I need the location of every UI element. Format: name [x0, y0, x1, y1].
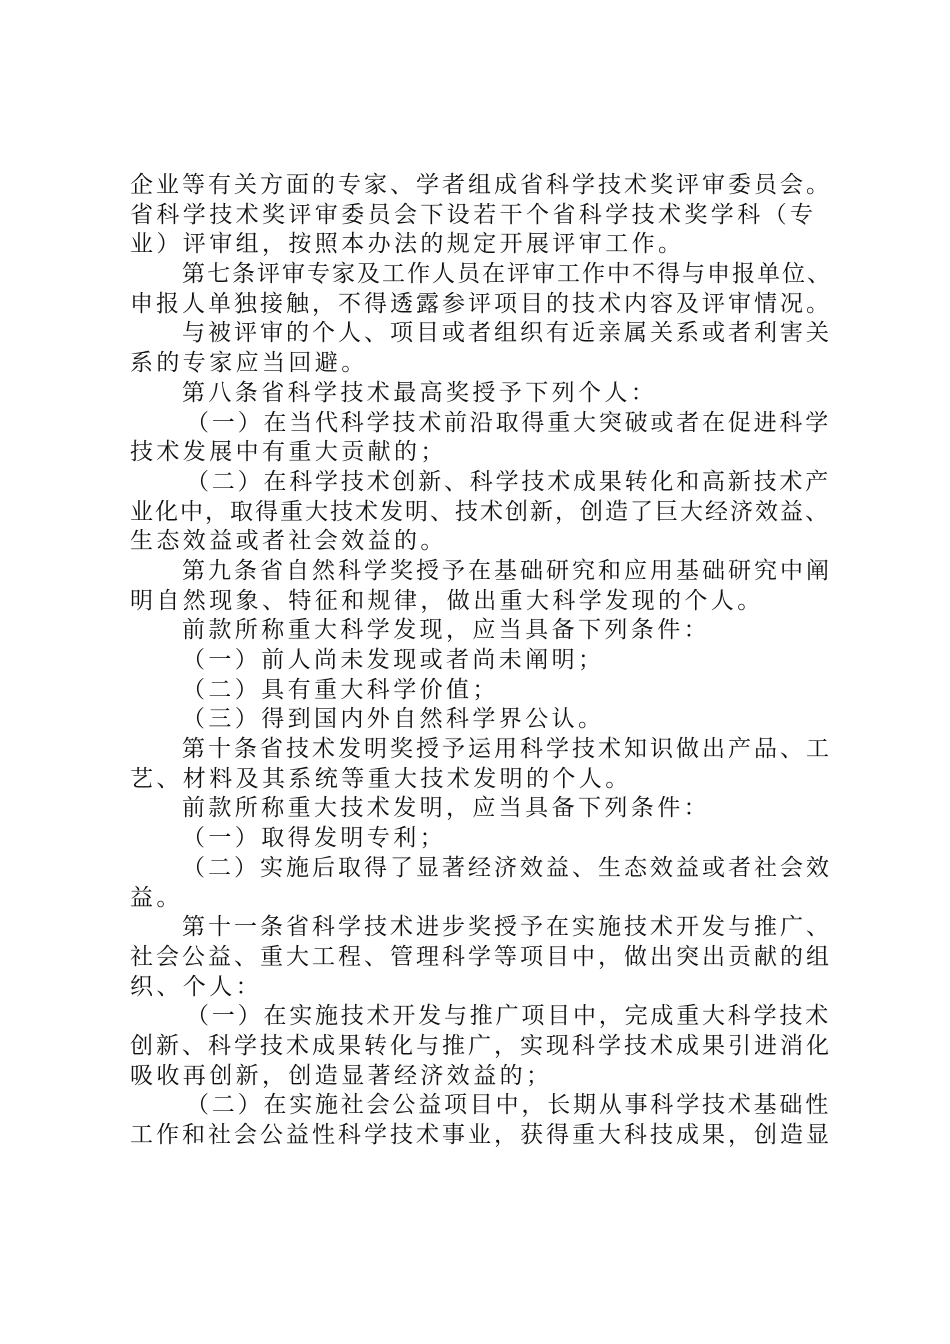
text-line: 业）评审组，按照本办法的规定开展评审工作。 — [130, 231, 685, 258]
text-line: 系的专家应当回避。 — [130, 350, 368, 377]
text-line: 前款所称重大技术发明，应当具备下列条件： — [182, 795, 710, 822]
text-line: 创新、科学技术成果转化与推广，实现科学技术成果引进消化 — [130, 1032, 832, 1059]
text-line: 第九条省自然科学奖授予在基础研究和应用基础研究中阐 — [182, 557, 832, 584]
text-line: 社会公益、重大工程、管理科学等项目中，做出突出贡献的组 — [130, 943, 832, 970]
text-line: （二）在实施社会公益项目中，长期从事科学技术基础性 — [186, 1092, 831, 1119]
text-line: （二）具有重大科学价值； — [182, 676, 499, 703]
text-line: （二）实施后取得了显著经济效益、生态效益或者社会效 — [182, 854, 832, 881]
text-line: 生态效益或者社会效益的。 — [130, 528, 447, 555]
text-line: 艺、材料及其系统等重大技术发明的个人。 — [130, 765, 632, 792]
text-line: 业化中，取得重大技术发明、技术创新，创造了巨大经济效益、 — [130, 498, 830, 525]
text-line: 申报人单独接触，不得透露参评项目的技术内容及评审情况。 — [130, 290, 832, 317]
text-line: 工作和社会公益性科学技术事业，获得重大科技成果，创造显 — [130, 1122, 832, 1148]
text-line: 第十一条省科学技术进步奖授予在实施技术开发与推广、 — [182, 914, 832, 941]
text-line: （一）前人尚未发现或者尚未阐明； — [182, 647, 605, 673]
text-line: 第七条评审专家及工作人员在评审工作中不得与申报单位、 — [182, 261, 832, 288]
text-line: 织、个人： — [130, 973, 262, 1000]
text-line: （二）在科学技术创新、科学技术成果转化和高新技术产 — [186, 468, 831, 495]
text-line: 技术发展中有重大贡献的； — [130, 439, 447, 466]
text-line: 益。 — [130, 884, 183, 911]
text-line: （一）取得发明专利； — [182, 825, 446, 852]
text-line: 与被评审的个人、项目或者组织有近亲属关系或者利害关 — [182, 320, 832, 347]
text-line: 企业等有关方面的专家、学者组成省科学技术奖评审委员会。 — [130, 172, 832, 198]
text-line: 第十条省技术发明奖授予运用科学技术知识做出产品、工 — [182, 736, 832, 763]
text-line: （三）得到国内外自然科学界公认。 — [182, 706, 605, 733]
document-body — [130, 171, 835, 1151]
text-line: 明自然现象、特征和规律，做出重大科学发现的个人。 — [130, 587, 764, 614]
text-line: 省科学技术奖评审委员会下设若干个省科学技术奖学科（专 — [130, 201, 817, 228]
text-line: （一）在实施技术开发与推广项目中，完成重大科学技术 — [186, 1003, 831, 1030]
text-line: 第八条省科学技术最高奖授予下列个人： — [182, 379, 658, 406]
text-line: 吸收再创新，创造显著经济效益的； — [130, 1062, 553, 1089]
text-line: （一）在当代科学技术前沿取得重大突破或者在促进科学 — [186, 409, 831, 436]
text-line: 前款所称重大科学发现，应当具备下列条件： — [182, 617, 710, 644]
